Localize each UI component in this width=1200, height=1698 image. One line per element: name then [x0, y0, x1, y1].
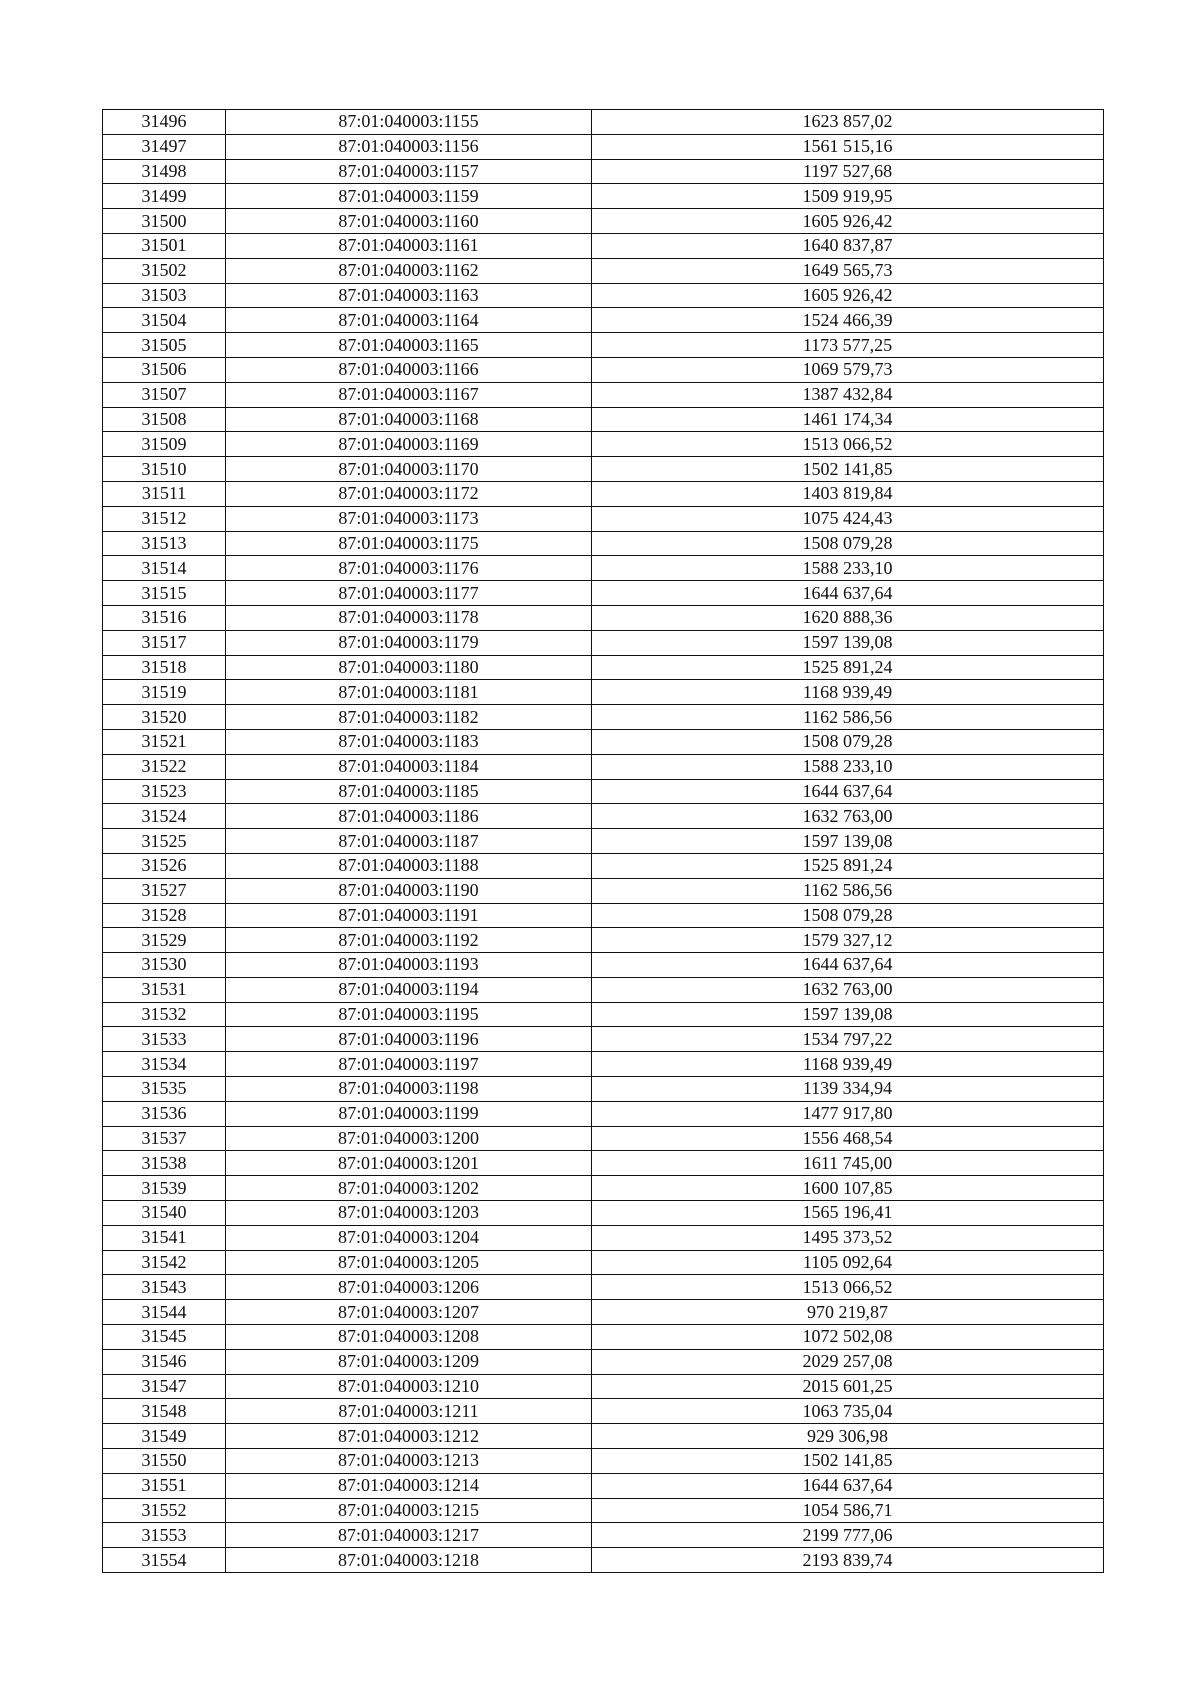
- row-number-cell: 31543: [103, 1275, 226, 1300]
- cadastral-value-cell: 1508 079,28: [592, 531, 1104, 556]
- table-row: [103, 1002, 1104, 1027]
- cadastral-number-cell: 87:01:040003:1178: [226, 605, 592, 630]
- table-row: [103, 159, 1104, 184]
- row-number-cell: 31549: [103, 1424, 226, 1449]
- cadastral-number-cell: 87:01:040003:1191: [226, 903, 592, 928]
- row-number-cell: 31525: [103, 829, 226, 854]
- table-row: [103, 903, 1104, 928]
- cadastral-number-cell: 87:01:040003:1194: [226, 977, 592, 1002]
- table-row: [103, 1449, 1104, 1474]
- cadastral-number-cell: 87:01:040003:1175: [226, 531, 592, 556]
- table-row: [103, 1374, 1104, 1399]
- cadastral-number-cell: 87:01:040003:1196: [226, 1027, 592, 1052]
- cadastral-value-cell: 1197 527,68: [592, 159, 1104, 184]
- table-row: [103, 705, 1104, 730]
- cadastral-value-cell: 1605 926,42: [592, 209, 1104, 234]
- table-row: [103, 432, 1104, 457]
- row-number-cell: 31506: [103, 357, 226, 382]
- row-number-cell: 31550: [103, 1449, 226, 1474]
- row-number-cell: 31515: [103, 581, 226, 606]
- cadastral-value-cell: 1632 763,00: [592, 977, 1104, 1002]
- table-row: [103, 1027, 1104, 1052]
- row-number-cell: 31531: [103, 977, 226, 1002]
- cadastral-number-cell: 87:01:040003:1167: [226, 382, 592, 407]
- table-row: [103, 878, 1104, 903]
- table-row: [103, 134, 1104, 159]
- row-number-cell: 31533: [103, 1027, 226, 1052]
- cadastral-number-cell: 87:01:040003:1156: [226, 134, 592, 159]
- cadastral-value-cell: 1600 107,85: [592, 1176, 1104, 1201]
- cadastral-value-cell: 1588 233,10: [592, 754, 1104, 779]
- table-row: [103, 209, 1104, 234]
- table-row: [103, 407, 1104, 432]
- table-row: [103, 457, 1104, 482]
- cadastral-value-cell: 1640 837,87: [592, 233, 1104, 258]
- table-row: [103, 1225, 1104, 1250]
- cadastral-value-cell: 2199 777,06: [592, 1523, 1104, 1548]
- cadastral-number-cell: 87:01:040003:1160: [226, 209, 592, 234]
- cadastral-value-cell: 1508 079,28: [592, 729, 1104, 754]
- row-number-cell: 31552: [103, 1498, 226, 1523]
- row-number-cell: 31541: [103, 1225, 226, 1250]
- table-row: [103, 506, 1104, 531]
- cadastral-number-cell: 87:01:040003:1208: [226, 1325, 592, 1350]
- cadastral-value-cell: 1403 819,84: [592, 481, 1104, 506]
- row-number-cell: 31503: [103, 283, 226, 308]
- row-number-cell: 31519: [103, 680, 226, 705]
- table-row: [103, 1126, 1104, 1151]
- cadastral-number-cell: 87:01:040003:1166: [226, 357, 592, 382]
- row-number-cell: 31554: [103, 1548, 226, 1573]
- table-row: [103, 556, 1104, 581]
- row-number-cell: 31529: [103, 928, 226, 953]
- cadastral-number-cell: 87:01:040003:1185: [226, 779, 592, 804]
- cadastral-number-cell: 87:01:040003:1190: [226, 878, 592, 903]
- table-row: [103, 333, 1104, 358]
- cadastral-value-cell: 1644 637,64: [592, 779, 1104, 804]
- cadastral-value-cell: 1605 926,42: [592, 283, 1104, 308]
- row-number-cell: 31501: [103, 233, 226, 258]
- table-row: [103, 1325, 1104, 1350]
- cadastral-number-cell: 87:01:040003:1177: [226, 581, 592, 606]
- row-number-cell: 31524: [103, 804, 226, 829]
- cadastral-number-cell: 87:01:040003:1184: [226, 754, 592, 779]
- cadastral-value-cell: 1168 939,49: [592, 680, 1104, 705]
- row-number-cell: 31499: [103, 184, 226, 209]
- row-number-cell: 31530: [103, 953, 226, 978]
- table-row: [103, 184, 1104, 209]
- row-number-cell: 31516: [103, 605, 226, 630]
- table-row: [103, 382, 1104, 407]
- cadastral-number-cell: 87:01:040003:1172: [226, 481, 592, 506]
- cadastral-value-cell: 1534 797,22: [592, 1027, 1104, 1052]
- cadastral-number-cell: 87:01:040003:1183: [226, 729, 592, 754]
- cadastral-value-cell: 1611 745,00: [592, 1151, 1104, 1176]
- row-number-cell: 31553: [103, 1523, 226, 1548]
- table-row: [103, 804, 1104, 829]
- cadastral-value-cell: 1513 066,52: [592, 432, 1104, 457]
- cadastral-value-cell: 1644 637,64: [592, 953, 1104, 978]
- cadastral-number-cell: 87:01:040003:1202: [226, 1176, 592, 1201]
- cadastral-number-cell: 87:01:040003:1187: [226, 829, 592, 854]
- cadastral-number-cell: 87:01:040003:1165: [226, 333, 592, 358]
- table-row: [103, 1077, 1104, 1102]
- row-number-cell: 31527: [103, 878, 226, 903]
- cadastral-number-cell: 87:01:040003:1213: [226, 1449, 592, 1474]
- cadastral-number-cell: 87:01:040003:1180: [226, 655, 592, 680]
- cadastral-value-cell: 2193 839,74: [592, 1548, 1104, 1573]
- row-number-cell: 31526: [103, 853, 226, 878]
- cadastral-number-cell: 87:01:040003:1163: [226, 283, 592, 308]
- table-row: [103, 581, 1104, 606]
- cadastral-value-cell: 1649 565,73: [592, 258, 1104, 283]
- cadastral-value-cell: 1588 233,10: [592, 556, 1104, 581]
- cadastral-value-cell: 1069 579,73: [592, 357, 1104, 382]
- cadastral-value-cell: 1525 891,24: [592, 655, 1104, 680]
- row-number-cell: 31511: [103, 481, 226, 506]
- cadastral-number-cell: 87:01:040003:1173: [226, 506, 592, 531]
- table-row: [103, 1424, 1104, 1449]
- cadastral-value-cell: 970 219,87: [592, 1300, 1104, 1325]
- table-row: [103, 630, 1104, 655]
- cadastral-number-cell: 87:01:040003:1176: [226, 556, 592, 581]
- cadastral-number-cell: 87:01:040003:1205: [226, 1250, 592, 1275]
- cadastral-value-cell: 1561 515,16: [592, 134, 1104, 159]
- cadastral-value-cell: 1508 079,28: [592, 903, 1104, 928]
- row-number-cell: 31521: [103, 729, 226, 754]
- table-row: [103, 1250, 1104, 1275]
- cadastral-number-cell: 87:01:040003:1204: [226, 1225, 592, 1250]
- cadastral-number-cell: 87:01:040003:1182: [226, 705, 592, 730]
- cadastral-value-cell: 1072 502,08: [592, 1325, 1104, 1350]
- row-number-cell: 31514: [103, 556, 226, 581]
- cadastral-value-cell: 1644 637,64: [592, 1473, 1104, 1498]
- cadastral-number-cell: 87:01:040003:1155: [226, 110, 592, 135]
- cadastral-value-cell: 1524 466,39: [592, 308, 1104, 333]
- cadastral-value-cell: 1597 139,08: [592, 829, 1104, 854]
- cadastral-value-cell: 1623 857,02: [592, 110, 1104, 135]
- cadastral-number-cell: 87:01:040003:1201: [226, 1151, 592, 1176]
- cadastral-value-cell: 1502 141,85: [592, 1449, 1104, 1474]
- table-row: [103, 953, 1104, 978]
- cadastral-number-cell: 87:01:040003:1170: [226, 457, 592, 482]
- cadastral-number-cell: 87:01:040003:1192: [226, 928, 592, 953]
- row-number-cell: 31544: [103, 1300, 226, 1325]
- table-row: [103, 258, 1104, 283]
- row-number-cell: 31498: [103, 159, 226, 184]
- row-number-cell: 31508: [103, 407, 226, 432]
- row-number-cell: 31518: [103, 655, 226, 680]
- table-row: [103, 1548, 1104, 1573]
- row-number-cell: 31510: [103, 457, 226, 482]
- table-row: [103, 1349, 1104, 1374]
- table-row: [103, 1151, 1104, 1176]
- cadastral-value-cell: 1632 763,00: [592, 804, 1104, 829]
- cadastral-number-cell: 87:01:040003:1198: [226, 1077, 592, 1102]
- table-row: [103, 1399, 1104, 1424]
- table-body: [103, 110, 1104, 1573]
- table-row: [103, 928, 1104, 953]
- table-row: [103, 110, 1104, 135]
- row-number-cell: 31534: [103, 1052, 226, 1077]
- row-number-cell: 31532: [103, 1002, 226, 1027]
- cadastral-value-cell: 1597 139,08: [592, 1002, 1104, 1027]
- cadastral-number-cell: 87:01:040003:1206: [226, 1275, 592, 1300]
- table-row: [103, 680, 1104, 705]
- cadastral-number-cell: 87:01:040003:1188: [226, 853, 592, 878]
- cadastral-value-cell: 2029 257,08: [592, 1349, 1104, 1374]
- table-row: [103, 481, 1104, 506]
- cadastral-value-cell: 1168 939,49: [592, 1052, 1104, 1077]
- table-row: [103, 1300, 1104, 1325]
- cadastral-value-cell: 1556 468,54: [592, 1126, 1104, 1151]
- row-number-cell: 31542: [103, 1250, 226, 1275]
- row-number-cell: 31545: [103, 1325, 226, 1350]
- cadastral-value-cell: 1461 174,34: [592, 407, 1104, 432]
- row-number-cell: 31517: [103, 630, 226, 655]
- cadastral-value-cell: 1579 327,12: [592, 928, 1104, 953]
- cadastral-value-cell: 1173 577,25: [592, 333, 1104, 358]
- row-number-cell: 31522: [103, 754, 226, 779]
- row-number-cell: 31538: [103, 1151, 226, 1176]
- row-number-cell: 31505: [103, 333, 226, 358]
- row-number-cell: 31528: [103, 903, 226, 928]
- table-row: [103, 1275, 1104, 1300]
- cadastral-value-cell: 929 306,98: [592, 1424, 1104, 1449]
- cadastral-value-cell: 1387 432,84: [592, 382, 1104, 407]
- cadastral-number-cell: 87:01:040003:1159: [226, 184, 592, 209]
- row-number-cell: 31502: [103, 258, 226, 283]
- cadastral-number-cell: 87:01:040003:1199: [226, 1101, 592, 1126]
- row-number-cell: 31539: [103, 1176, 226, 1201]
- row-number-cell: 31551: [103, 1473, 226, 1498]
- cadastral-number-cell: 87:01:040003:1212: [226, 1424, 592, 1449]
- table-row: [103, 779, 1104, 804]
- cadastral-value-cell: 1509 919,95: [592, 184, 1104, 209]
- cadastral-number-cell: 87:01:040003:1214: [226, 1473, 592, 1498]
- cadastral-number-cell: 87:01:040003:1161: [226, 233, 592, 258]
- row-number-cell: 31535: [103, 1077, 226, 1102]
- cadastral-value-cell: 1063 735,04: [592, 1399, 1104, 1424]
- table-row: [103, 233, 1104, 258]
- cadastral-value-cell: 1075 424,43: [592, 506, 1104, 531]
- cadastral-value-cell: 1162 586,56: [592, 705, 1104, 730]
- table-row: [103, 357, 1104, 382]
- table-row: [103, 829, 1104, 854]
- cadastral-number-cell: 87:01:040003:1210: [226, 1374, 592, 1399]
- cadastral-number-cell: 87:01:040003:1169: [226, 432, 592, 457]
- table-row: [103, 1101, 1104, 1126]
- table-row: [103, 977, 1104, 1002]
- cadastral-number-cell: 87:01:040003:1211: [226, 1399, 592, 1424]
- cadastral-number-cell: 87:01:040003:1218: [226, 1548, 592, 1573]
- cadastral-number-cell: 87:01:040003:1179: [226, 630, 592, 655]
- cadastral-number-cell: 87:01:040003:1186: [226, 804, 592, 829]
- table-row: [103, 754, 1104, 779]
- row-number-cell: 31520: [103, 705, 226, 730]
- table-row: [103, 1473, 1104, 1498]
- table-row: [103, 1201, 1104, 1226]
- row-number-cell: 31546: [103, 1349, 226, 1374]
- cadastral-value-cell: 2015 601,25: [592, 1374, 1104, 1399]
- cadastral-value-cell: 1477 917,80: [592, 1101, 1104, 1126]
- cadastral-number-cell: 87:01:040003:1162: [226, 258, 592, 283]
- cadastral-value-cell: 1620 888,36: [592, 605, 1104, 630]
- cadastral-number-cell: 87:01:040003:1197: [226, 1052, 592, 1077]
- cadastral-number-cell: 87:01:040003:1157: [226, 159, 592, 184]
- row-number-cell: 31507: [103, 382, 226, 407]
- row-number-cell: 31512: [103, 506, 226, 531]
- cadastral-number-cell: 87:01:040003:1164: [226, 308, 592, 333]
- table-row: [103, 1498, 1104, 1523]
- table-row: [103, 1523, 1104, 1548]
- cadastral-value-table: [102, 109, 1104, 1573]
- cadastral-value-cell: 1495 373,52: [592, 1225, 1104, 1250]
- cadastral-value-cell: 1565 196,41: [592, 1201, 1104, 1226]
- row-number-cell: 31497: [103, 134, 226, 159]
- table-row: [103, 1052, 1104, 1077]
- cadastral-value-cell: 1644 637,64: [592, 581, 1104, 606]
- row-number-cell: 31496: [103, 110, 226, 135]
- cadastral-number-cell: 87:01:040003:1193: [226, 953, 592, 978]
- cadastral-value-cell: 1513 066,52: [592, 1275, 1104, 1300]
- cadastral-value-cell: 1054 586,71: [592, 1498, 1104, 1523]
- row-number-cell: 31548: [103, 1399, 226, 1424]
- cadastral-number-cell: 87:01:040003:1181: [226, 680, 592, 705]
- cadastral-number-cell: 87:01:040003:1203: [226, 1201, 592, 1226]
- row-number-cell: 31523: [103, 779, 226, 804]
- row-number-cell: 31540: [103, 1201, 226, 1226]
- cadastral-number-cell: 87:01:040003:1217: [226, 1523, 592, 1548]
- row-number-cell: 31504: [103, 308, 226, 333]
- row-number-cell: 31536: [103, 1101, 226, 1126]
- cadastral-value-cell: 1525 891,24: [592, 853, 1104, 878]
- cadastral-value-cell: 1502 141,85: [592, 457, 1104, 482]
- table-row: [103, 531, 1104, 556]
- cadastral-number-cell: 87:01:040003:1195: [226, 1002, 592, 1027]
- row-number-cell: 31513: [103, 531, 226, 556]
- cadastral-number-cell: 87:01:040003:1209: [226, 1349, 592, 1374]
- table-row: [103, 283, 1104, 308]
- row-number-cell: 31547: [103, 1374, 226, 1399]
- cadastral-number-cell: 87:01:040003:1200: [226, 1126, 592, 1151]
- table-row: [103, 853, 1104, 878]
- cadastral-number-cell: 87:01:040003:1215: [226, 1498, 592, 1523]
- cadastral-value-cell: 1139 334,94: [592, 1077, 1104, 1102]
- row-number-cell: 31509: [103, 432, 226, 457]
- table-row: [103, 605, 1104, 630]
- cadastral-value-cell: 1105 092,64: [592, 1250, 1104, 1275]
- cadastral-number-cell: 87:01:040003:1168: [226, 407, 592, 432]
- table-row: [103, 655, 1104, 680]
- row-number-cell: 31537: [103, 1126, 226, 1151]
- cadastral-number-cell: 87:01:040003:1207: [226, 1300, 592, 1325]
- table-row: [103, 729, 1104, 754]
- cadastral-value-cell: 1162 586,56: [592, 878, 1104, 903]
- cadastral-value-cell: 1597 139,08: [592, 630, 1104, 655]
- table-row: [103, 1176, 1104, 1201]
- table-row: [103, 308, 1104, 333]
- row-number-cell: 31500: [103, 209, 226, 234]
